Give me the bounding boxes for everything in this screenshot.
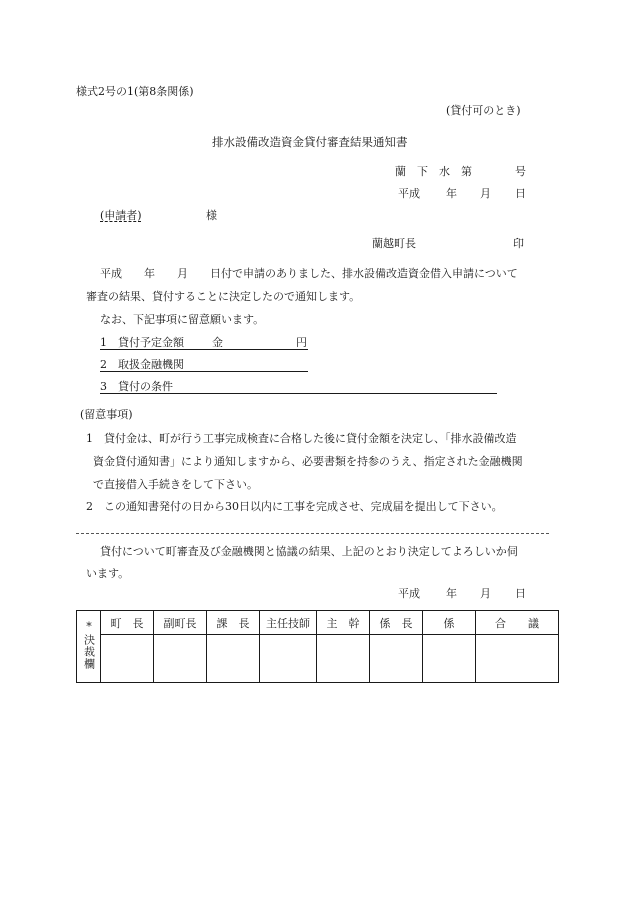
stamp-cell-director bbox=[317, 635, 370, 683]
item-3-underline bbox=[100, 393, 497, 394]
stamp-cell-consultation bbox=[476, 635, 559, 683]
addressee-honorific: 様 bbox=[206, 209, 217, 222]
item-3-label: 3 貸付の条件 bbox=[100, 380, 173, 393]
seal-mark: 印 bbox=[513, 237, 524, 250]
note-1-line-3: で直接借入手続きをして下さい。 bbox=[93, 478, 258, 491]
sender-name: 蘭越町長 bbox=[372, 237, 416, 250]
stamp-cell-chief-engineer bbox=[260, 635, 317, 683]
item-1-unit: 円 bbox=[296, 336, 307, 349]
approval-header-deputy-mayor: 副町長 bbox=[154, 611, 207, 635]
dashed-separator bbox=[76, 533, 549, 534]
approval-header-mayor: 町 長 bbox=[101, 611, 154, 635]
stamp-cell-subsection-chief bbox=[370, 635, 423, 683]
approval-date-year-unit: 年 bbox=[446, 587, 457, 600]
item-1-underline bbox=[100, 349, 308, 350]
note-1-line-2: 資金貸付通知書」により通知しますから、必要書類を持参のうえ、指定された金融機関 bbox=[93, 455, 523, 468]
item-1-prefix: 金 bbox=[212, 336, 223, 349]
approval-header-staff: 係 bbox=[423, 611, 476, 635]
approval-date-day-unit: 日 bbox=[515, 587, 526, 600]
form-number: 様式2号の1(第8条関係) bbox=[76, 85, 194, 98]
document-title: 排水設備改造資金貸付審査結果通知書 bbox=[212, 135, 408, 149]
approval-header-subsection-chief: 係 長 bbox=[370, 611, 423, 635]
approval-header-section-chief: 課 長 bbox=[207, 611, 260, 635]
stamp-cell-section-chief bbox=[207, 635, 260, 683]
approval-date-era: 平成 bbox=[398, 587, 420, 600]
approval-date-month-unit: 月 bbox=[480, 587, 491, 600]
approval-side-label: *決裁欄 bbox=[82, 620, 96, 670]
item-2-label: 2 取扱金融機関 bbox=[100, 358, 184, 371]
issue-date-era: 平成 bbox=[398, 187, 420, 200]
stamp-cell-mayor bbox=[101, 635, 154, 683]
body-line-3: なお、下記事項に留意願います。 bbox=[100, 313, 265, 326]
approval-header-director: 主 幹 bbox=[317, 611, 370, 635]
stamp-cell-staff bbox=[423, 635, 476, 683]
issue-date-month-unit: 月 bbox=[480, 187, 491, 200]
stamp-cell-deputy-mayor bbox=[154, 635, 207, 683]
approval-header-consultation: 合 議 bbox=[476, 611, 559, 635]
approval-line-1: 貸付について町審査及び金融機関と協議の結果、上記のとおり決定してよろしいか伺 bbox=[100, 545, 518, 558]
approval-line-2: います。 bbox=[86, 567, 130, 580]
reference-number-suffix: 号 bbox=[515, 165, 526, 178]
issue-date-year-unit: 年 bbox=[446, 187, 457, 200]
form-note: (貸付可のとき) bbox=[446, 104, 521, 117]
reference-number-prefix: 蘭 下 水 第 bbox=[395, 165, 472, 178]
addressee-label: (申請者) bbox=[100, 209, 142, 222]
body-line-2: 審査の結果、貸付することに決定したので通知します。 bbox=[86, 290, 361, 303]
item-2-underline bbox=[100, 371, 308, 372]
notes-heading: (留意事項) bbox=[80, 408, 133, 421]
body-line-1: 平成 年 月 日付で申請のありました、排水設備改造資金借入申請について bbox=[100, 267, 518, 280]
approval-stamp-table bbox=[76, 610, 559, 683]
approval-side-label-cell bbox=[77, 611, 101, 683]
issue-date-day-unit: 日 bbox=[515, 187, 526, 200]
note-2: 2 この通知書発付の日から30日以内に工事を完成させ、完成届を提出して下さい。 bbox=[86, 500, 503, 513]
approval-header-chief-engineer: 主任技師 bbox=[260, 611, 317, 635]
item-1-label: 1 貸付予定金額 bbox=[100, 336, 184, 349]
note-1-line-1: 1 貸付金は、町が行う工事完成検査に合格した後に貸付金額を決定し、「排水設備改造 bbox=[86, 432, 517, 445]
